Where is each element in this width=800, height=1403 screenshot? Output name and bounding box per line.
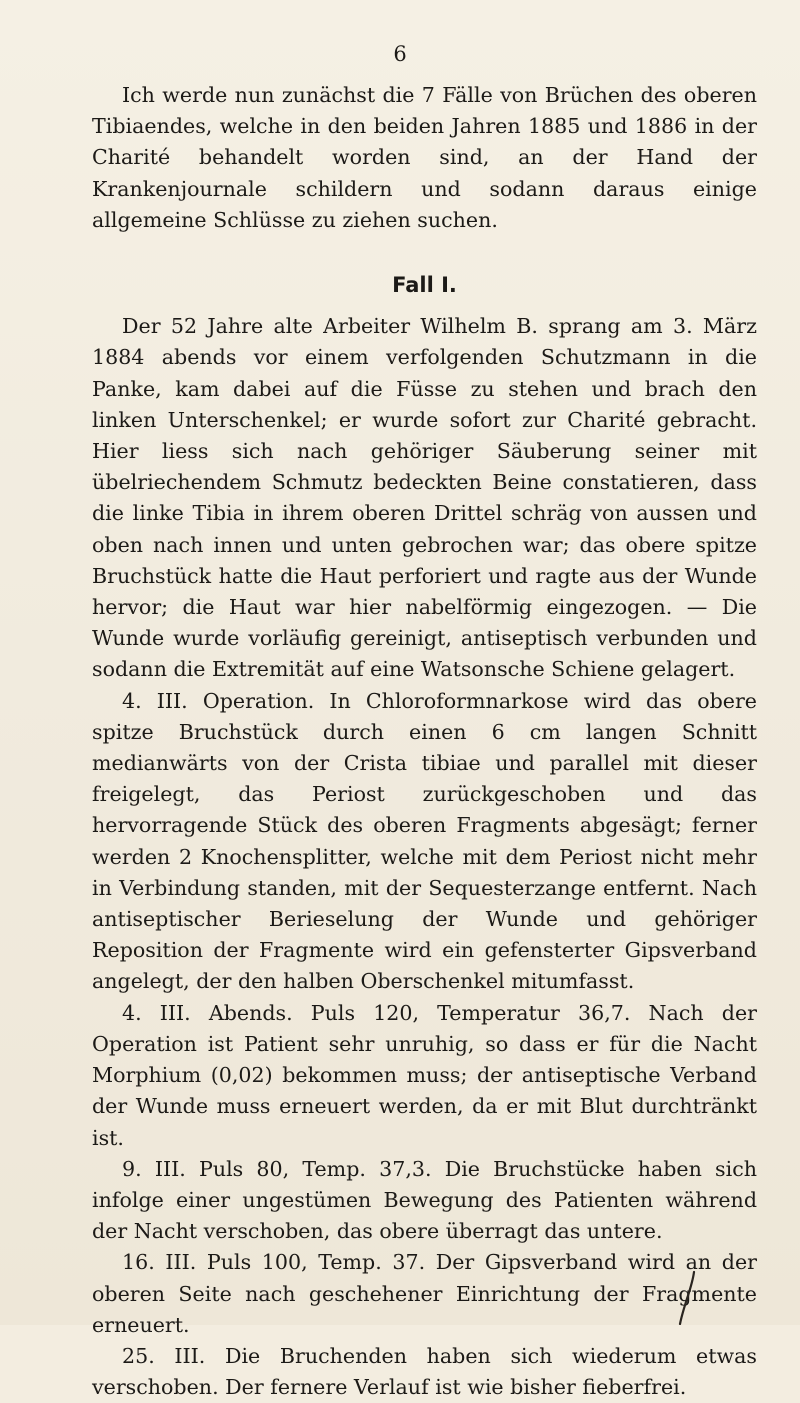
case-paragraph-2: 4. III. Operation. In Chloroformnarkose wird das obere spitze Bruchstück durch einen 6 cm langen Schnitt medianwärts von der Crista tibiae und parallel mit dieser freigelegt, das Periost zurückgeschoben und das hervorragende Stück des oberen Fragments abgesägt; ferner werden 2 Knochensplitter, welche mit dem Periost nicht mehr in Verbindung standen, mit der Sequesterzange entfernt. Nach antiseptischer Berieselung der Wunde und gehöriger Reposition der Fragmente wird ein gefensterter Gipsverband angelegt, der den halben Oberschenkel mitumfasst. [92,688,757,994]
case-paragraph-1: Der 52 Jahre alte Arbeiter Wilhelm B. sprang am 3. März 1884 abends vor einem verfolgenden Schutzmann in die Panke, kam dabei auf die Füsse zu stehen und brach den linken Unterschenkel; er wurde sofort zur Charité gebracht. Hier liess sich nach gehöriger Säuberung seiner mit übelriechendem Schmutz bedeckten Beine constatieren, dass die linke Tibia in ihrem oberen Drittel schräg von aussen und oben nach innen und unten gebrochen war; das obere spitze Bruchstück hatte die Haut perforiert und ragte aus der Wunde hervor; die Haut war hier nabelförmig eingezogen. — Die Wunde wurde vorläufig gereinigt, antiseptisch verbunden und sodann die Extremität auf eine Watsonsche Schiene gelagert. [92,314,757,682]
intro-paragraph: Ich werde nun zunächst die 7 Fälle von Brüchen des oberen Tibiaendes, welche in den beiden Jahren 1885 und 1886 in der Charité behandelt worden sind, an der Hand der Krankenjournale schildern und sodann daraus einige allgemeine Schlüsse zu ziehen suchen. [92,83,757,232]
case-paragraph-4: 9. III. Puls 80, Temp. 37,3. Die Bruchstücke haben sich infolge einer ungestümen Bewegung des Patienten während der Nacht verschoben, das obere überragt das untere. [92,1156,757,1244]
pen-stroke-mark [672,1270,712,1325]
page-number: 6 [393,42,407,66]
case-heading: Fall I. [392,273,457,298]
case-paragraph-5: 16. III. Puls 100, Temp. 37. Der Gipsverband wird an der oberen Seite nach geschehener Einrichtung der Fragmente erneuert. [92,1250,757,1337]
page-body [92,80,757,1403]
case-paragraph-6: 25. III. Die Bruchenden haben sich wiederum etwas verschoben. Der fernere Verlauf ist wie bisher fieberfrei. [92,1343,757,1400]
case-paragraph-3: 4. III. Abends. Puls 120, Temperatur 36,7. Nach der Operation ist Patient sehr unruhig, so dass er für die Nacht Morphium (0,02) bekommen muss; der antiseptische Verband der Wunde muss erneuert werden, da er mit Blut durchtränkt ist. [92,1000,757,1150]
